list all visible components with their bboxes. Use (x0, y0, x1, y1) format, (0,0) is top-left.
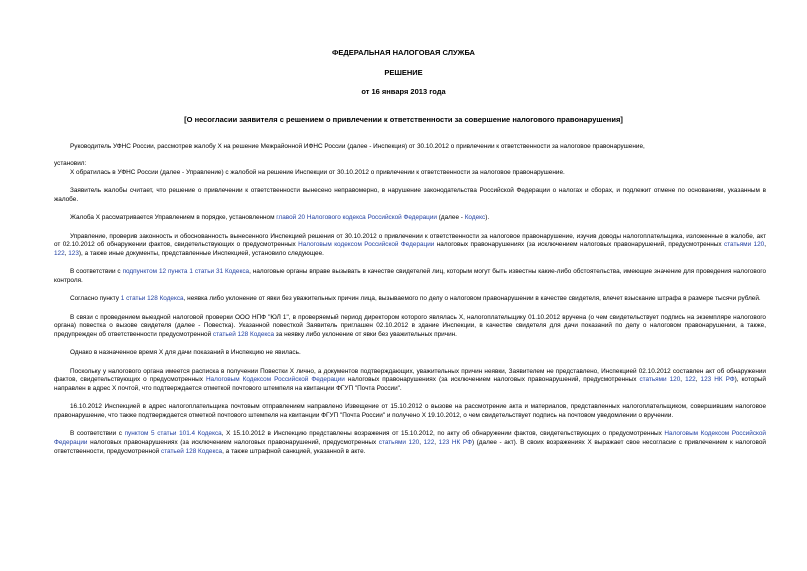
link-article-122[interactable]: 122 (685, 376, 696, 384)
link-article-123[interactable]: 123 НК РФ (438, 439, 472, 446)
paragraph-intro: Руководитель УФНС России, рассмотрев жалобу Х на решение Межрайонной ИФНС России (далее - Инспекция) от 30.10.2012 о привлечении к ответственности за налоговое правонарушение, (70, 143, 645, 150)
text-run: ), а также иные документы, представленные Инспекцией, установило следующее. (78, 250, 324, 257)
text-run: , неявка либо уклонение от явки без уважительных причин лица, вызываемого по делу о налоговом правонарушении в качестве свидетеля, влечет взыскание штрафа в размере тысячи рублей. (183, 295, 761, 303)
paragraph-established-label: установил: (54, 160, 87, 168)
text-run: налоговых правонарушениях (за исключением налоговых правонарушений, предусмотренных (87, 439, 379, 446)
text-run: В соответствии с (70, 430, 125, 438)
paragraph-penalty-rule (54, 295, 766, 304)
text-run: ). (485, 214, 490, 222)
link-tax-code[interactable]: Налоговым кодексом Российской Федерации (298, 241, 435, 249)
link-tax-code[interactable]: Налоговым Кодексом Российской Федерации (205, 376, 345, 384)
text-run: (далее - (436, 214, 465, 222)
text-run: за неявку либо уклонение от явки без уважительных причин. (274, 331, 457, 338)
text-run: ), который направлен в адрес Х почтой, что подтверждается отметкой почтового штемпеля на квитанции ФГУП "Почта России". (54, 376, 766, 392)
agency-heading: ФЕДЕРАЛЬНАЯ НАЛОГОВАЯ СЛУЖБА (332, 48, 475, 57)
paragraph-witness-right (54, 268, 766, 285)
link-subparagraph-12-article-31[interactable]: подпунктом 12 пункта 1 статьи 31 Кодекса (122, 268, 250, 276)
text-run: , (695, 376, 701, 384)
paragraph-complaint: Х обратилась в УФНС России (далее - Управление) с жалобой на решение Инспекции от 30.10.2012 о привлечении к ответственности за налоговое правонарушение. (70, 169, 565, 176)
link-article-122[interactable]: 122 (423, 439, 435, 446)
text-run: , (764, 241, 766, 249)
link-chapter-20-tax-code[interactable]: главой 20 Налогового кодекса Российской Федерации (276, 214, 437, 222)
paragraph-objections (54, 430, 766, 456)
text-run: , Х 15.10.2012 в Инспекцию представлены возражения от 15.10.2012, по акту об обнаружении фактов, свидетельствующих о предусмотренных (221, 430, 665, 438)
document-body (54, 143, 766, 466)
text-run: налоговых правонарушениях (за исключением налоговых правонарушений, предусмотренных (344, 376, 640, 384)
paragraph-procedure (54, 214, 766, 223)
paragraph-no-show: Однако в назначенное время Х для дачи показаний в Инспекцию не явилась. (70, 349, 301, 357)
link-article-123[interactable]: 123 НК РФ (700, 376, 735, 384)
link-article-128-p1[interactable]: 1 статьи 128 Кодекса (120, 295, 184, 303)
link-article-120[interactable]: статьями 120 (378, 439, 420, 446)
text-run: , (434, 439, 439, 446)
link-tax-code[interactable]: Налоговым Кодексом Российской Федерации (54, 430, 767, 446)
link-article-120[interactable]: статьями 120 (639, 376, 681, 384)
text-run: Поскольку у налогового органа имеется расписка в получении Повестки Х лично, а документов подтверждающих, уважительных причин неявки, Заявителем не представлено, Инспекцией 02.10.2012 составлен акт об обнаружении фактов, свидетельствующих о предусмотренных (54, 367, 766, 384)
text-run: В связи с проведением выездной налоговой проверки ООО НПФ "ЮЛ 1", в проверяемый период директором которого являлась Х, налогоплательщику 01.10.2012 вручена (о чем свидетельствует подпись на экземпляре налогового органа) повестка о вызове свидетеля (далее - Повестка). Указанной повесткой Заявитель приглашен 02.10.2012 в здание Инспекции, в качестве свидетеля для дачи показаний по делу о налоговом правонарушении, а также, предупрежден об ответственности предусмотренной (54, 313, 766, 338)
text-run: , (680, 376, 686, 384)
text-run: , налоговые органы вправе вызывать в качестве свидетелей лиц, которым могут быть известны какие-либо обстоятельства, имеющие значение для проведения налогового контроля. (54, 268, 767, 284)
document-date: от 16 января 2013 года (361, 87, 446, 96)
document-type-heading: РЕШЕНИЕ (384, 68, 423, 77)
text-run: Управление, проверив законность и обоснованность вынесенного Инспекцией решения от 30.10.2012 о привлечении к ответственности за налоговое правонарушение, изучив доводы налогоплательщика, изложенные в жалобе, акт от 02.10.2012 об обнаружении фактов, свидетельствующих о предусмотренных (54, 232, 766, 249)
text-run: Согласно пункту (70, 295, 121, 303)
text-run: налоговых правонарушениях (за исключением налоговых правонарушений, предусмотренных (434, 241, 724, 249)
link-paragraph-5-article-101-4[interactable]: пунктом 5 статьи 101.4 Кодекса (124, 430, 222, 438)
paragraph-act-drawn-up (54, 368, 766, 394)
link-article-120[interactable]: статьями 120 (724, 241, 765, 249)
text-run: , (64, 250, 69, 257)
paragraph-summons (54, 314, 766, 340)
link-code[interactable]: Кодекс (464, 214, 486, 222)
text-run: В соответствии с (70, 268, 123, 276)
link-article-123[interactable]: 123 (68, 250, 79, 257)
paragraph-claimant-position: Заявитель жалобы считает, что решение о привлечении к ответственности вынесено неправомерно, в нарушение законодательства Российской Федерации о налогах и сборах, и подлежит отмене по основаниям, указанным в жалобе. (54, 187, 766, 203)
paragraph-notice: 16.10.2012 Инспекцией в адрес налогоплательщика почтовым отправлением направлено Извещение от 15.10.2012 о вызове на рассмотрение акта и материалов, представленных налогоплательщиком, совершившим налоговое правонарушение, что также подтверждается отметкой почтового штемпеля на квитанции ФГУП "Почта России" и получено Х 19.10.2012, о чем свидетельствует подпись на почтовом уведомлении о вручении. (54, 403, 766, 419)
text-run: , а также штрафной санкцией, указанной в акте. (222, 447, 366, 455)
text-run: ) (далее - акт). В своих возражениях Х выражает свое несогласие с привлечением к налоговой ответственности, предусмотренной (54, 439, 766, 455)
link-article-122[interactable]: 122 (54, 250, 65, 257)
document-subject: [О несогласии заявителя с решением о привлечении к ответственности за совершение налогового правонарушения] (184, 115, 623, 124)
link-article-128[interactable]: статьей 128 Кодекса (161, 447, 223, 455)
paragraph-review (54, 233, 766, 259)
text-run: , (419, 439, 424, 446)
text-run: Жалоба Х рассматривается Управлением в порядке, установленном (70, 214, 277, 222)
link-article-128[interactable]: статьей 128 Кодекса (212, 331, 275, 338)
